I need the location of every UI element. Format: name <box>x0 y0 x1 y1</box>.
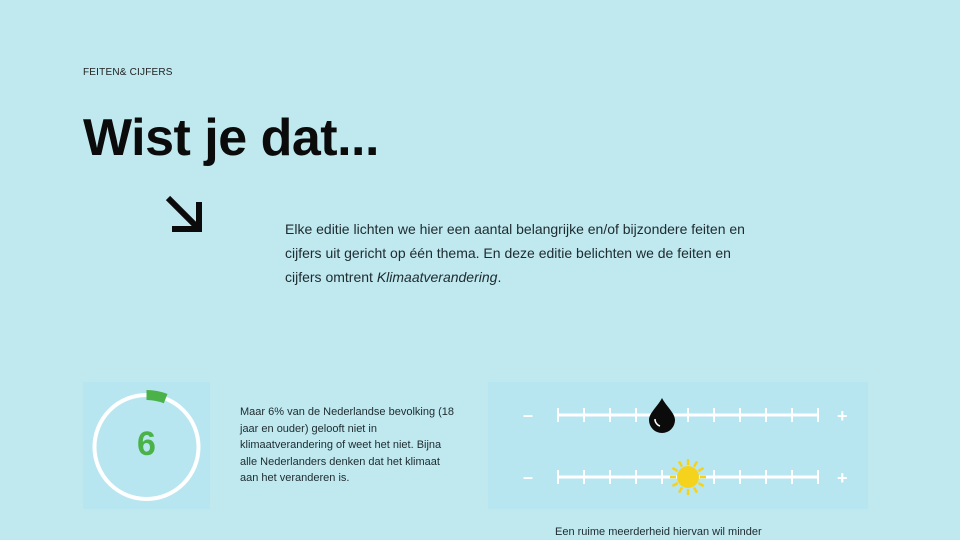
sun-ray <box>679 487 682 492</box>
slider-2[interactable] <box>558 459 818 495</box>
intro-text: Elke editie lichten we hier een aantal belangrijke en/of bijzondere feiten en cijfers uit gericht op één thema. En deze editie belichten we de feiten en cijfers omtrent <box>285 221 745 285</box>
caption-text: Een ruime meerderheid hiervan wil minder <box>555 526 762 538</box>
slider-1[interactable] <box>558 398 818 433</box>
stat-gauge-card <box>83 382 210 509</box>
eyebrow-label: FEITEN& CIJFERS <box>83 67 173 78</box>
intro-emphasis: Klimaatverandering <box>376 269 498 285</box>
water-drop-icon[interactable] <box>649 398 675 433</box>
slider-1-plus: + <box>837 406 848 426</box>
sun-ray <box>694 461 697 466</box>
sun-ray <box>698 468 703 471</box>
slider-1-minus: – <box>523 405 534 425</box>
page-title: Wist je dat... <box>83 109 379 167</box>
slider-2-minus: – <box>523 467 534 487</box>
sun-ray <box>694 487 697 492</box>
intro-paragraph <box>285 217 755 289</box>
arrow-down-right-icon <box>163 193 207 237</box>
stat-description: Maar 6% van de Nederlandse bevolking (18 jaar en ouder) gelooft niet in klimaatverandering of weet het niet. Bijna alle Nederlanders denken dat het klimaat aan het veranderen is. <box>240 406 455 484</box>
progress-ring-fill <box>147 395 166 399</box>
sun-ray <box>672 468 677 471</box>
sun-ray <box>698 483 703 486</box>
sun-ray <box>672 483 677 486</box>
sun-icon[interactable] <box>670 459 706 495</box>
sun-core <box>677 466 699 488</box>
sliders-card <box>488 382 868 509</box>
stat-number: 6 <box>137 425 156 463</box>
slider-2-plus: + <box>837 468 848 488</box>
sliders-graphic <box>488 382 868 509</box>
sun-ray <box>679 461 682 466</box>
intro-text-end: . <box>497 269 502 285</box>
